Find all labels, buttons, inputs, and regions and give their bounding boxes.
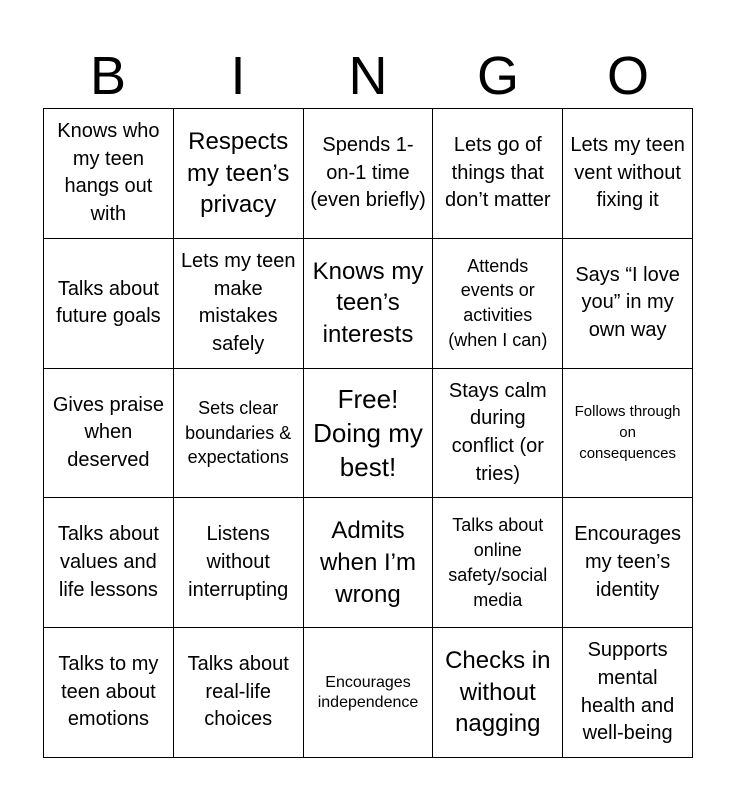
bingo-cell[interactable]: Says “I love you” in my own way xyxy=(563,239,693,369)
bingo-cell[interactable]: Lets go of things that don’t matter xyxy=(433,109,563,239)
bingo-cell[interactable]: Talks about values and life lessons xyxy=(44,498,174,628)
bingo-cell[interactable]: Talks about future goals xyxy=(44,239,174,369)
bingo-cell[interactable]: Knows who my teen hangs out with xyxy=(44,109,174,239)
bingo-cell[interactable]: Talks about online safety/social media xyxy=(433,498,563,628)
bingo-cell[interactable]: Lets my teen make mistakes safely xyxy=(174,239,304,369)
free-space[interactable]: Free! Doing my best! xyxy=(304,369,434,499)
bingo-cell[interactable]: Stays calm during conflict (or tries) xyxy=(433,369,563,499)
bingo-cell[interactable]: Respects my teen’s privacy xyxy=(174,109,304,239)
bingo-cell[interactable]: Encourages independence xyxy=(304,628,434,758)
bingo-cell[interactable]: Sets clear boundaries & expectations xyxy=(174,369,304,499)
header-letter-o: O xyxy=(606,46,649,106)
bingo-cell[interactable]: Gives praise when deserved xyxy=(44,369,174,499)
bingo-cell[interactable]: Admits when I’m wrong xyxy=(304,498,434,628)
bingo-grid xyxy=(43,108,693,758)
bingo-cell[interactable]: Talks to my teen about emotions xyxy=(44,628,174,758)
header-letter-i: I xyxy=(230,46,246,106)
bingo-cell[interactable]: Checks in without nagging xyxy=(433,628,563,758)
bingo-cell[interactable]: Supports mental health and well-being xyxy=(563,628,693,758)
header-letter-b: B xyxy=(89,46,127,106)
bingo-cell[interactable]: Spends 1-on-1 time (even briefly) xyxy=(304,109,434,239)
bingo-cell[interactable]: Talks about real-life choices xyxy=(174,628,304,758)
bingo-cell[interactable]: Lets my teen vent without fixing it xyxy=(563,109,693,239)
bingo-cell[interactable]: Follows through on consequences xyxy=(563,369,693,499)
bingo-cell[interactable]: Attends events or activities (when I can) xyxy=(433,239,563,369)
bingo-cell[interactable]: Listens without interrupting xyxy=(174,498,304,628)
header-letter-g: G xyxy=(476,46,519,106)
bingo-cell[interactable]: Encourages my teen’s identity xyxy=(563,498,693,628)
bingo-cell[interactable]: Knows my teen’s interests xyxy=(304,239,434,369)
header-letter-n: N xyxy=(348,46,388,106)
bingo-header xyxy=(43,44,693,108)
